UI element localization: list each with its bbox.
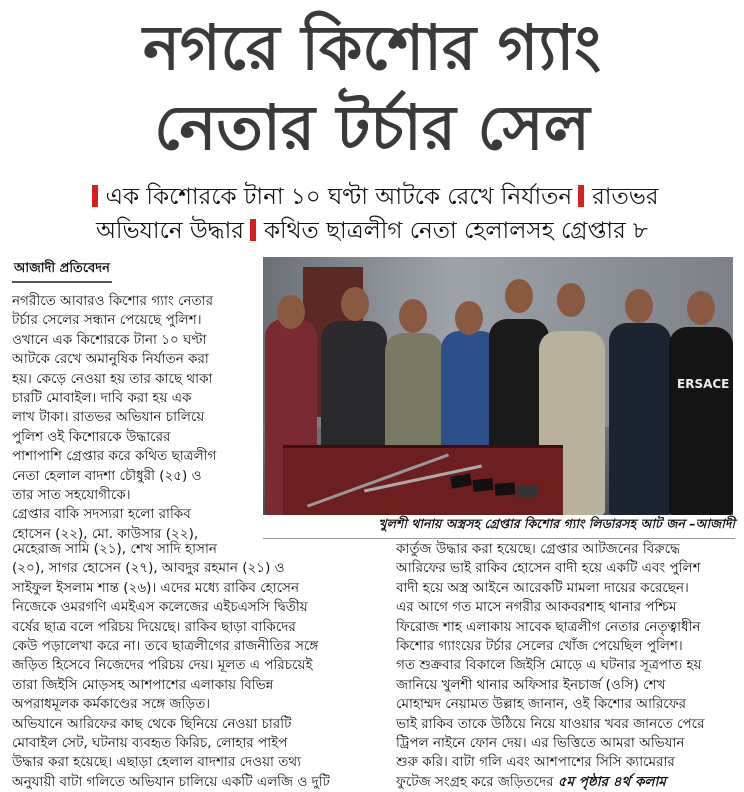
article-column-left [12,292,258,544]
person-8 [669,327,733,515]
article-line: কিশোর গ্যাংয়ের টর্চার সেলের খোঁজ পেয়েছিল পুলিশ। [396,637,683,654]
article-line: পাশাপাশি গ্রেপ্তার করে কথিত ছাত্রলীগ [12,448,217,465]
article-line: চারটি মোবাইল। দাবি করা হয় এক [12,389,192,406]
subheadline-part: অভিযানে উদ্ধার [96,218,244,244]
article-column-middle [12,540,390,792]
article-line [396,773,734,792]
person-head [505,279,533,313]
article-line: নেতা হেলাল বাদশা চৌধুরী (২৫) ও [12,467,202,484]
subheadline-line-2 [0,214,744,248]
article-line: (২০), সাগর হোসেন (২৭), আবদুর রহমান (২১) ও [12,560,285,577]
article-line: টর্চার সেলের সন্ধান পেয়েছে পুলিশ। [12,312,202,329]
person-head [455,301,483,335]
headline-line-1: নগরে কিশোর গ্যাং [143,11,601,84]
article-line: জানিয়ে খুলশী থানার অফিসার ইনচার্জ (ওসি) শেখ [396,676,666,693]
byline: আজাদী প্রতিবেদন [12,259,112,283]
shirt-text: ERSACE [677,377,730,391]
person-head [277,295,305,329]
article-line: মেহেরাজ সামি (২১), শেখ সাদি হাসান [12,541,217,557]
headline-line-2: নেতার টর্চার সেল [154,91,590,164]
photo-caption: খুলশী থানায় অস্ত্রসহ গ্রেপ্তার কিশোর গ্যাং লিডারসহ আট জন –আজাদী [263,516,735,539]
article-line: গত শুক্রবার বিকালে জিইসি মোড়ে এ ঘটনার সূত্রপাত হয় [396,657,702,674]
person-7 [609,323,671,515]
article-line: মোবাইল সেট, ঘটনায় ব্যবহৃত কিরিচ, লোহার পাইপ [12,734,288,751]
article-line: পুলিশ ওই কিশোরকে উদ্ধারের [12,428,171,445]
person-head [687,291,715,325]
article-line: কেউ পড়ালেখা করে না। তবে ছাত্রলীগের রাজনীতির সঙ্গে [12,637,319,654]
article-line: এর আগে গত মাসে নগরীর আকবরশাহ থানার পশ্চিম [396,599,677,616]
article-line: গ্রেপ্তার বাকি সদস্যরা হলো রাকিব [12,506,191,523]
article-line: আরিফের ভাই রাকিব হোসেন বাদী হয়ে একটি এবং পুলিশ [396,560,701,577]
article-line-text: ফুটেজ সংগ্রহ করে জড়িতদের [396,773,554,790]
phone [495,482,516,495]
person-head [399,299,427,333]
article-line: নগরীতে আবারও কিশোর গ্যাং নেতার [12,293,214,309]
article-line: বর্ষের ছাত্র বলে পরিচয় দিয়েছে। রাকিব ছাড়া বাকিদের [12,618,296,635]
subheadline-part: এক কিশোরকে টানা ১০ ঘণ্টা আটকে রেখে নির্যাতন [105,184,573,210]
person-head [625,289,653,323]
article-line: ট্রিপল নাইনে ফোন দেয়। এর ভিত্তিতে আমরা অভিযান [396,734,685,751]
article-line: বাদী হয়ে অস্ত্র আইনে আরেকটি মামলা দায়ের করেছেন। [396,579,689,596]
article-line: হোসেন (২২), মো. কাউসার (২২), [12,525,199,542]
article-line: শুরু করি। বাটা গলি এবং আশপাশের সিসি ক্যামেরার [396,754,675,771]
article-line: জড়িত হিসেবে নিজেদের পরিচয় দেয়। মূলত এ পরিচয়েই [12,657,313,674]
article-line: ওখানে এক কিশোরকে টানা ১০ ঘণ্টা [12,331,207,348]
accent-bar [578,185,584,207]
phone [517,485,537,498]
article-line: অনুযায়ী বাটা গলিতে অভিযান চালিয়ে একটি এলজি ও দুটি [12,773,330,790]
article-line: উদ্ধার করা হয়েছে। এছাড়া হেলাল বাদশার দেওয়া তথ্য [12,754,302,771]
article-line: অপরাধমূলক কর্মকাণ্ডের সঙ্গে জড়িত। [12,696,211,713]
subheadline-part: কথিত ছাত্রলীগ নেতা হেলালসহ গ্রেপ্তার ৮ [263,218,648,244]
article-line: তারা জিইসি মোড়সহ আশপাশের এলাকায় বিভিন্ন [12,676,274,693]
article-line: হয়। কেড়ে নেওয়া হয় তার কাছে থাকা [12,370,213,387]
article-line: আটকে রেখে অমানুষিক নির্যাতন করা [12,351,209,368]
article-column-right [396,540,734,792]
person-head [557,283,585,317]
article-line: লাখ টাকা। রাতভর অভিযান চালিয়ে [12,409,205,426]
article-line: সাইফুল ইসলাম শান্ত (২৬)। এদের মধ্যে রাকিব হোসেন [12,579,300,596]
article-line: তার সাত সহযোগীকে। [12,486,131,503]
article-line: ভাই রাকিব তাকে উঠিয়ে নিয়ে যাওয়ার খবর জানতে পেরে [396,715,705,732]
article-line: কার্তুজ উদ্ধার করা হয়েছে। গ্রেপ্তার আটজনের বিরুদ্ধে [396,541,680,557]
article-line: অভিযানে আরিফের কাছ থেকে ছিনিয়ে নেওয়া চারটি [12,715,292,732]
article-line: মোহাম্মদ নেয়ামত উল্লাহ জানান, ওই কিশোর আরিফের [396,696,686,713]
accent-bar [92,185,98,207]
subheadline-line-1 [0,180,744,214]
news-photo [263,257,733,515]
subheadline-part: রাতভর [592,184,659,210]
accent-bar [250,219,256,241]
continuation-link[interactable]: ৫ম পৃষ্ঠার ৪র্থ কলাম [557,773,666,790]
person-head [341,287,369,321]
article-line: নিজেকে ওমরগণি এমইএস কলেজের এইচএসসি দ্বিতীয় [12,599,308,616]
phone [472,478,493,492]
article-line: ফিরোজ শাহ এলাকায় সাবেক ছাত্রলীগ নেতার নেতৃত্বাধীন [396,618,701,635]
